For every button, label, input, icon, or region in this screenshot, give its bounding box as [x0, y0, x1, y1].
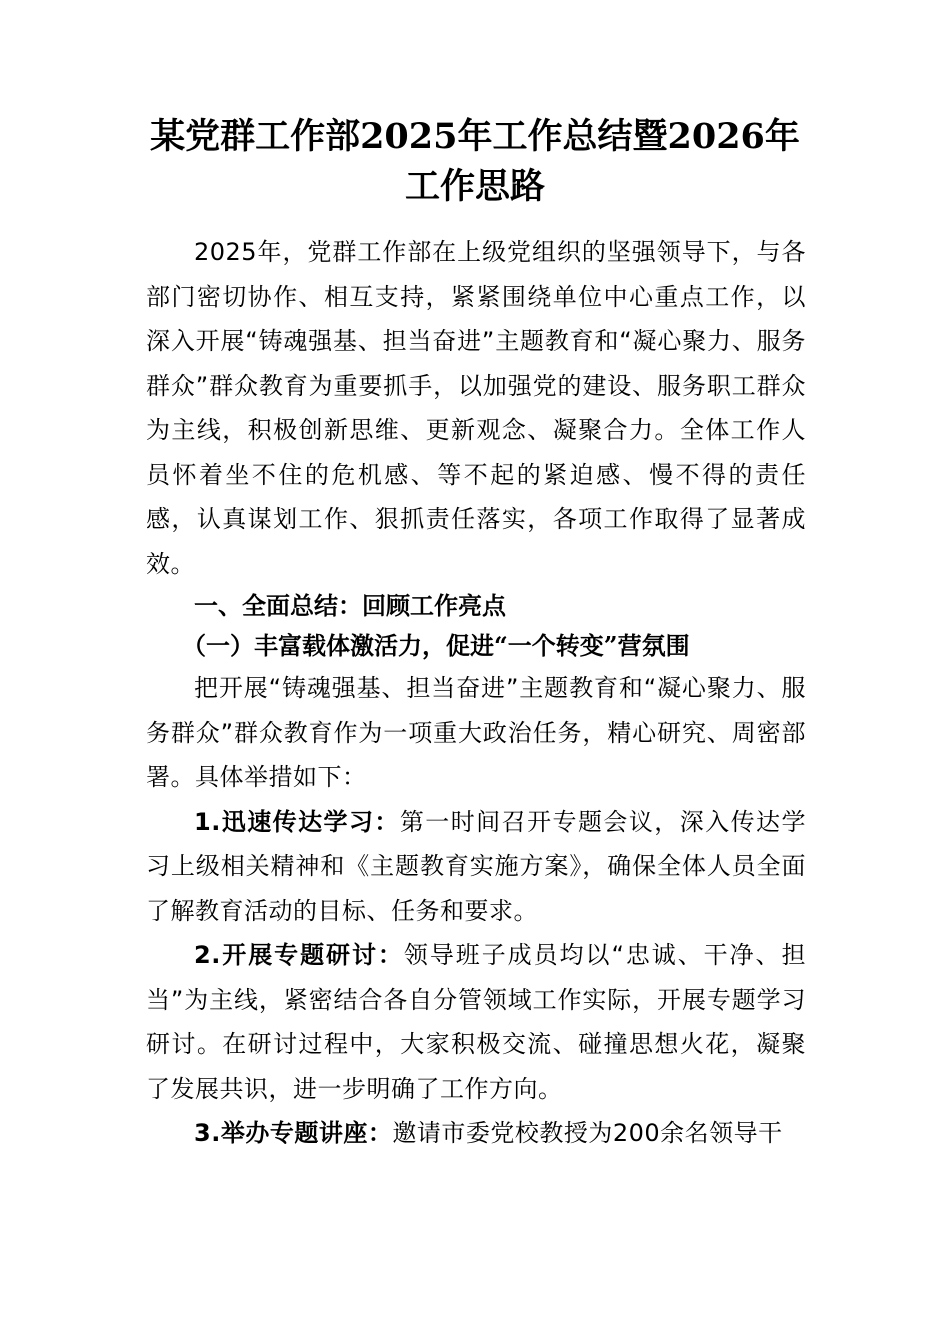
- document-title: 某党群工作部2025年工作总结暨2026年工作思路: [150, 116, 800, 207]
- list-item-text: 邀请市委党校教授为200余名领导干: [392, 1119, 783, 1147]
- intro-paragraph: 2025年，党群工作部在上级党组织的坚强领导下，与各部门密切协作、相互支持，紧紧围绕单位中心重点工作，以深入开展“铸魂强基、担当奋进”主题教育和“凝心聚力、服务群众”群众教育为重要抓手，以加强党的建设、服务职工群众为主线，积极创新思维、更新观念、凝聚合力。全体工作人员怀着坐不住的危机感、等不起的紧迫感、慢不得的责任感，认真谋划工作、狠抓责任落实，各项工作取得了显著成效。: [146, 238, 806, 578]
- subsection-intro-paragraph: 把开展“铸魂强基、担当奋进”主题教育和“凝心聚力、服务群众”群众教育作为一项重大政治任务，精心研究、周密部署。具体举措如下：: [146, 674, 806, 791]
- list-item-label: 1.迅速传达学习：: [194, 807, 400, 836]
- document-body: [146, 230, 806, 1156]
- section-heading: 一、全面总结：回顾工作亮点: [194, 592, 506, 620]
- list-item-label: 3.举办专题讲座：: [194, 1119, 393, 1147]
- subsection-heading: （一）丰富载体激活力，促进“一个转变”营氛围: [182, 631, 690, 660]
- list-item-text: 第一时间召开专题会议，深入传达学习上级相关精神和《主题教育实施方案》，确保全体人员全面了解教育活动的目标、任务和要求。: [146, 807, 806, 925]
- list-item-text: 领导班子成员均以“忠诚、干净、担当”为主线，紧密结合各自分管领域工作实际，开展专题学习研讨。在研讨过程中，大家积极交流、碰撞思想火花，凝聚了发展共识，进一步明确了工作方向。: [146, 941, 806, 1103]
- list-item-label: 2.开展专题研讨：: [194, 941, 404, 969]
- list-item: [146, 933, 806, 1111]
- list-item: [146, 1111, 806, 1156]
- list-item: [146, 800, 806, 934]
